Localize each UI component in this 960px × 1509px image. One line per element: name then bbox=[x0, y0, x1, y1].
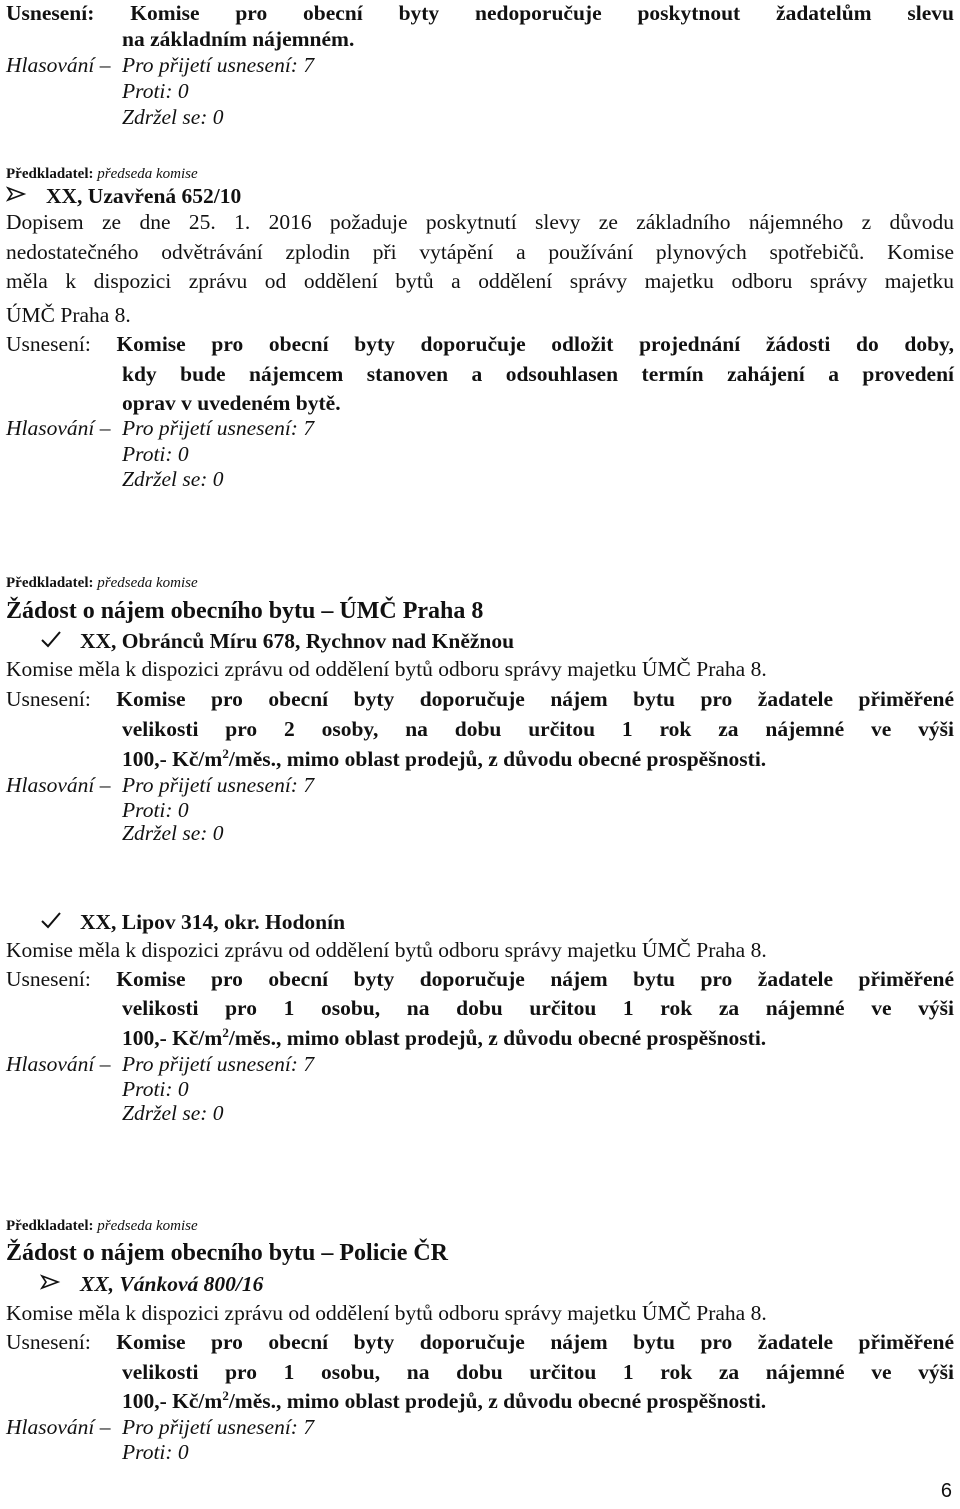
vote-abstain: Zdržel se: 0 bbox=[122, 821, 224, 845]
page-number: 6 bbox=[940, 1480, 952, 1502]
vote-against: Proti: 0 bbox=[122, 798, 189, 822]
resolution-line: velikosti pro 1 osobu, na dobu určitou 1 rok za nájemné ve výši bbox=[122, 1360, 954, 1384]
list-item: XX, Uzavřená 652/10 bbox=[6, 183, 241, 209]
resolution-line: 100,- $Kč/m^2$/měs., mimo oblast prodejů, z důvodu obecné prospěšnosti. bbox=[122, 1024, 767, 1050]
resolution-line: 100,- $Kč/m^2$/měs., mimo oblast prodejů, z důvodu obecné prospěšnosti. bbox=[122, 745, 767, 771]
resolution-line: Usnesení: Komise pro obecní byty doporučuje nájem bytu pro žadatele přiměřené bbox=[6, 1330, 955, 1354]
vote-line: Hlasování – Pro přijetí usnesení: 7 bbox=[6, 53, 315, 77]
vote-line: Hlasování – Pro přijetí usnesení: 7 bbox=[6, 1415, 315, 1439]
vote-against: Proti: 0 bbox=[122, 1440, 189, 1464]
submitter-line: Předkladatel: předseda komise bbox=[6, 1218, 198, 1234]
paragraph-line: měla k dispozici zprávu od oddělení bytů a oddělení správy majetku odboru správy majetku bbox=[6, 269, 954, 293]
resolution-line: velikosti pro 2 osoby, na dobu určitou 1 rok za nájemné ve výši bbox=[122, 717, 954, 741]
paragraph-line: nedostatečného odvětrávání zplodin při vytápění a používání plynových spotřebičů. Komise bbox=[6, 240, 954, 264]
vote-against: Proti: 0 bbox=[122, 442, 189, 466]
checkmark-bullet-icon bbox=[40, 909, 80, 935]
vote-abstain: Zdržel se: 0 bbox=[122, 467, 224, 491]
resolution-line: Usnesení: Komise pro obecní byty doporučuje nájem bytu pro žadatele přiměřené bbox=[6, 967, 955, 991]
vote-line: Hlasování – Pro přijetí usnesení: 7 bbox=[6, 1052, 315, 1076]
resolution-line: Usnesení: Komise pro obecní byty doporučuje nájem bytu pro žadatele přiměřené bbox=[6, 687, 955, 711]
resolution-line: na základním nájemném. bbox=[122, 27, 355, 51]
resolution-line: kdy bude nájemcem stanoven a odsouhlasen termín zahájení a provedení bbox=[122, 362, 954, 386]
submitter-line: Předkladatel: předseda komise bbox=[6, 575, 198, 591]
checkmark-bullet-icon bbox=[40, 628, 80, 654]
resolution-line: velikosti pro 1 osobu, na dobu určitou 1 rok za nájemné ve výši bbox=[122, 996, 954, 1020]
paragraph-line: Komise měla k dispozici zprávu od oddělení bytů odboru správy majetku ÚMČ Praha 8. bbox=[6, 657, 767, 681]
section-heading: Žádost o nájem obecního bytu – Policie ČR bbox=[6, 1240, 449, 1266]
paragraph-line: ÚMČ Praha 8. bbox=[6, 303, 131, 327]
vote-line: Hlasování – Pro přijetí usnesení: 7 bbox=[6, 773, 315, 797]
vote-against: Proti: 0 bbox=[122, 1077, 189, 1101]
arrow-bullet-icon bbox=[6, 183, 46, 209]
paragraph-line: Komise měla k dispozici zprávu od oddělení bytů odboru správy majetku ÚMČ Praha 8. bbox=[6, 1301, 767, 1325]
paragraph-line: Komise měla k dispozici zprávu od oddělení bytů odboru správy majetku ÚMČ Praha 8. bbox=[6, 938, 767, 962]
list-item: XX, Vánková 800/16 bbox=[40, 1271, 263, 1297]
vote-against: Proti: 0 bbox=[122, 79, 189, 103]
resolution-line: oprav v uvedeném bytě. bbox=[122, 391, 341, 415]
resolution-line: Usnesení: Komise pro obecní byty nedoporučuje poskytnout žadatelům slevu bbox=[6, 1, 955, 25]
section-heading: Žádost o nájem obecního bytu – ÚMČ Praha 8 bbox=[6, 598, 484, 624]
submitter-line: Předkladatel: předseda komise bbox=[6, 166, 198, 182]
list-item: XX, Obránců Míru 678, Rychnov nad Kněžnou bbox=[40, 628, 514, 654]
resolution-line: Usnesení: Komise pro obecní byty doporučuje odložit projednání žádosti do doby, bbox=[6, 332, 954, 356]
vote-line: Hlasování – Pro přijetí usnesení: 7 bbox=[6, 416, 315, 440]
vote-abstain: Zdržel se: 0 bbox=[122, 1101, 224, 1125]
resolution-line: 100,- $Kč/m^2$/měs., mimo oblast prodejů, z důvodu obecné prospěšnosti. bbox=[122, 1387, 767, 1413]
paragraph-line: Dopisem ze dne 25. 1. 2016 požaduje poskytnutí slevy ze základního nájemného z důvodu bbox=[6, 210, 954, 234]
list-item: XX, Lipov 314, okr. Hodonín bbox=[40, 909, 345, 935]
vote-abstain: Zdržel se: 0 bbox=[122, 105, 224, 129]
arrow-bullet-icon bbox=[40, 1271, 80, 1297]
